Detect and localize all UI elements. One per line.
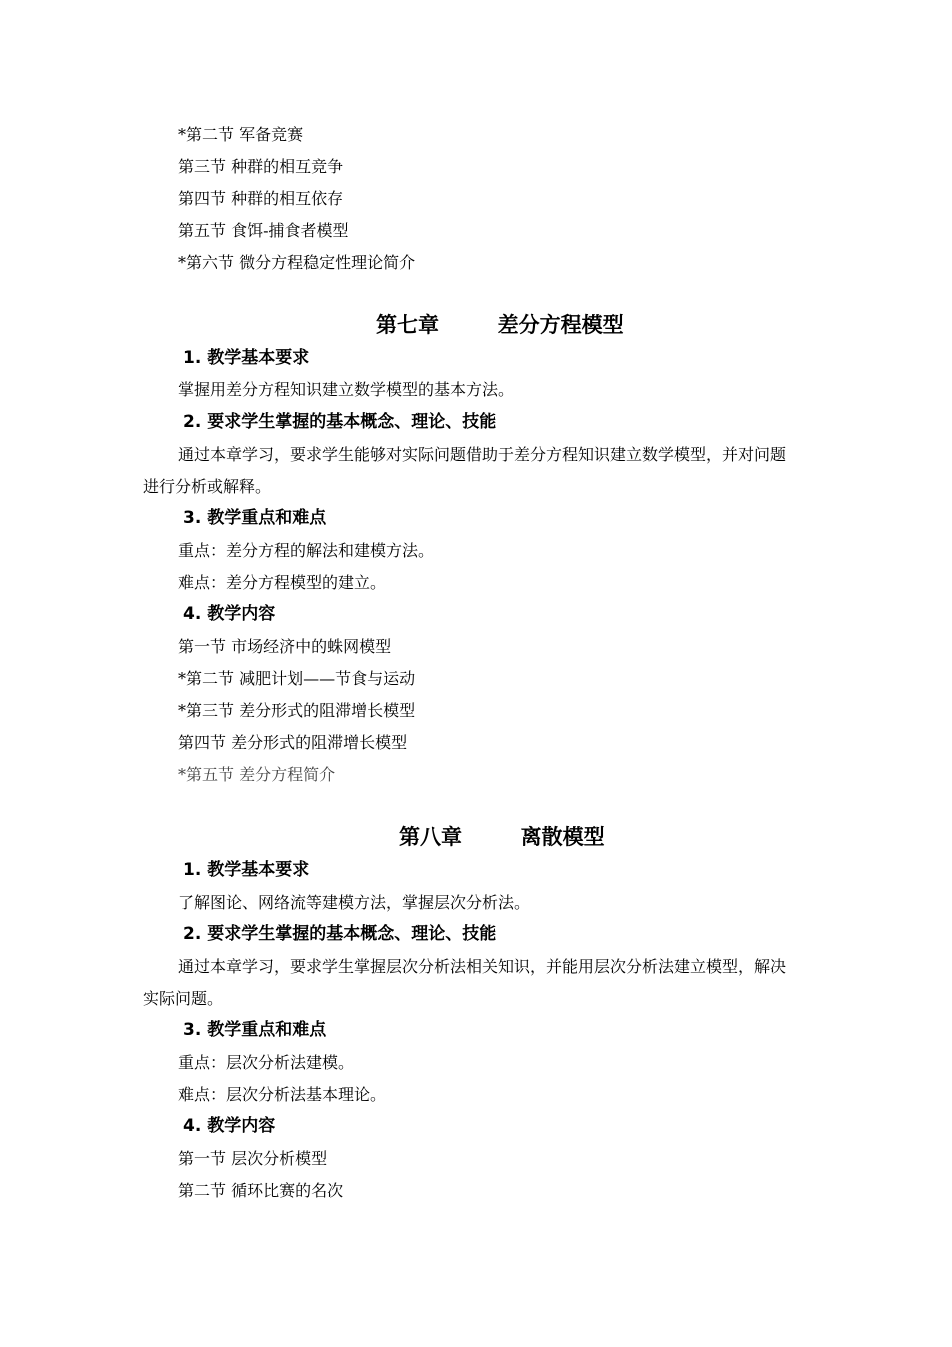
chapter8-heading: [399, 824, 605, 850]
ch8-heading-content: 4. 教学内容: [183, 1116, 276, 1136]
ch7-section-item: *第五节 差分方程简介: [178, 765, 336, 784]
ch7-section-item: 第四节 差分形式的阻滞增长模型: [178, 733, 408, 752]
ch7-section-item: 第一节 市场经济中的蛛网模型: [178, 637, 392, 656]
chapter7-heading: [376, 312, 624, 338]
prev-section-item: *第六节 微分方程稳定性理论简介: [178, 253, 416, 272]
ch7-heading-concepts: 2. 要求学生掌握的基本概念、理论、技能: [183, 412, 497, 432]
ch8-key-point: 重点：层次分析法建模。: [178, 1053, 355, 1072]
ch7-key-point: 重点：差分方程的解法和建模方法。: [178, 541, 435, 560]
ch7-requirements-text: 掌握用差分方程知识建立数学模型的基本方法。: [178, 380, 515, 399]
prev-section-item: 第五节 食饵-捕食者模型: [178, 221, 349, 240]
ch7-concepts-text-line1: 通过本章学习，要求学生能够对实际问题借助于差分方程知识建立数学模型，并对问题: [178, 445, 787, 464]
ch8-concepts-text-line2: 实际问题。: [143, 989, 224, 1008]
prev-section-item: *第二节 军备竞赛: [178, 125, 304, 144]
ch8-heading-requirements: 1. 教学基本要求: [183, 860, 310, 880]
ch8-requirements-text: 了解图论、网络流等建模方法，掌握层次分析法。: [178, 893, 531, 912]
ch8-difficulty: 难点：层次分析法基本理论。: [178, 1085, 387, 1104]
ch8-heading-concepts: 2. 要求学生掌握的基本概念、理论、技能: [183, 924, 497, 944]
ch7-heading-key-points: 3. 教学重点和难点: [183, 508, 327, 528]
chapter7-number: 第七章: [376, 313, 439, 337]
chapter8-number: 第八章: [399, 825, 462, 849]
ch8-section-item: 第一节 层次分析模型: [178, 1149, 328, 1168]
ch8-concepts-text-line1: 通过本章学习，要求学生掌握层次分析法相关知识，并能用层次分析法建立模型，解决: [178, 957, 787, 976]
ch8-section-item: 第二节 循环比赛的名次: [178, 1181, 344, 1200]
prev-section-item: 第四节 种群的相互依存: [178, 189, 344, 208]
ch7-section-item: *第二节 减肥计划——节食与运动: [178, 669, 416, 688]
prev-section-item: 第三节 种群的相互竞争: [178, 157, 344, 176]
chapter8-title: 离散模型: [520, 825, 605, 849]
ch8-heading-key-points: 3. 教学重点和难点: [183, 1020, 327, 1040]
ch7-difficulty: 难点：差分方程模型的建立。: [178, 573, 387, 592]
chapter7-title: 差分方程模型: [497, 313, 624, 337]
ch7-heading-requirements: 1. 教学基本要求: [183, 348, 310, 368]
ch7-heading-content: 4. 教学内容: [183, 604, 276, 624]
ch7-concepts-text-line2: 进行分析或解释。: [143, 477, 272, 496]
ch7-section-item: *第三节 差分形式的阻滞增长模型: [178, 701, 416, 720]
